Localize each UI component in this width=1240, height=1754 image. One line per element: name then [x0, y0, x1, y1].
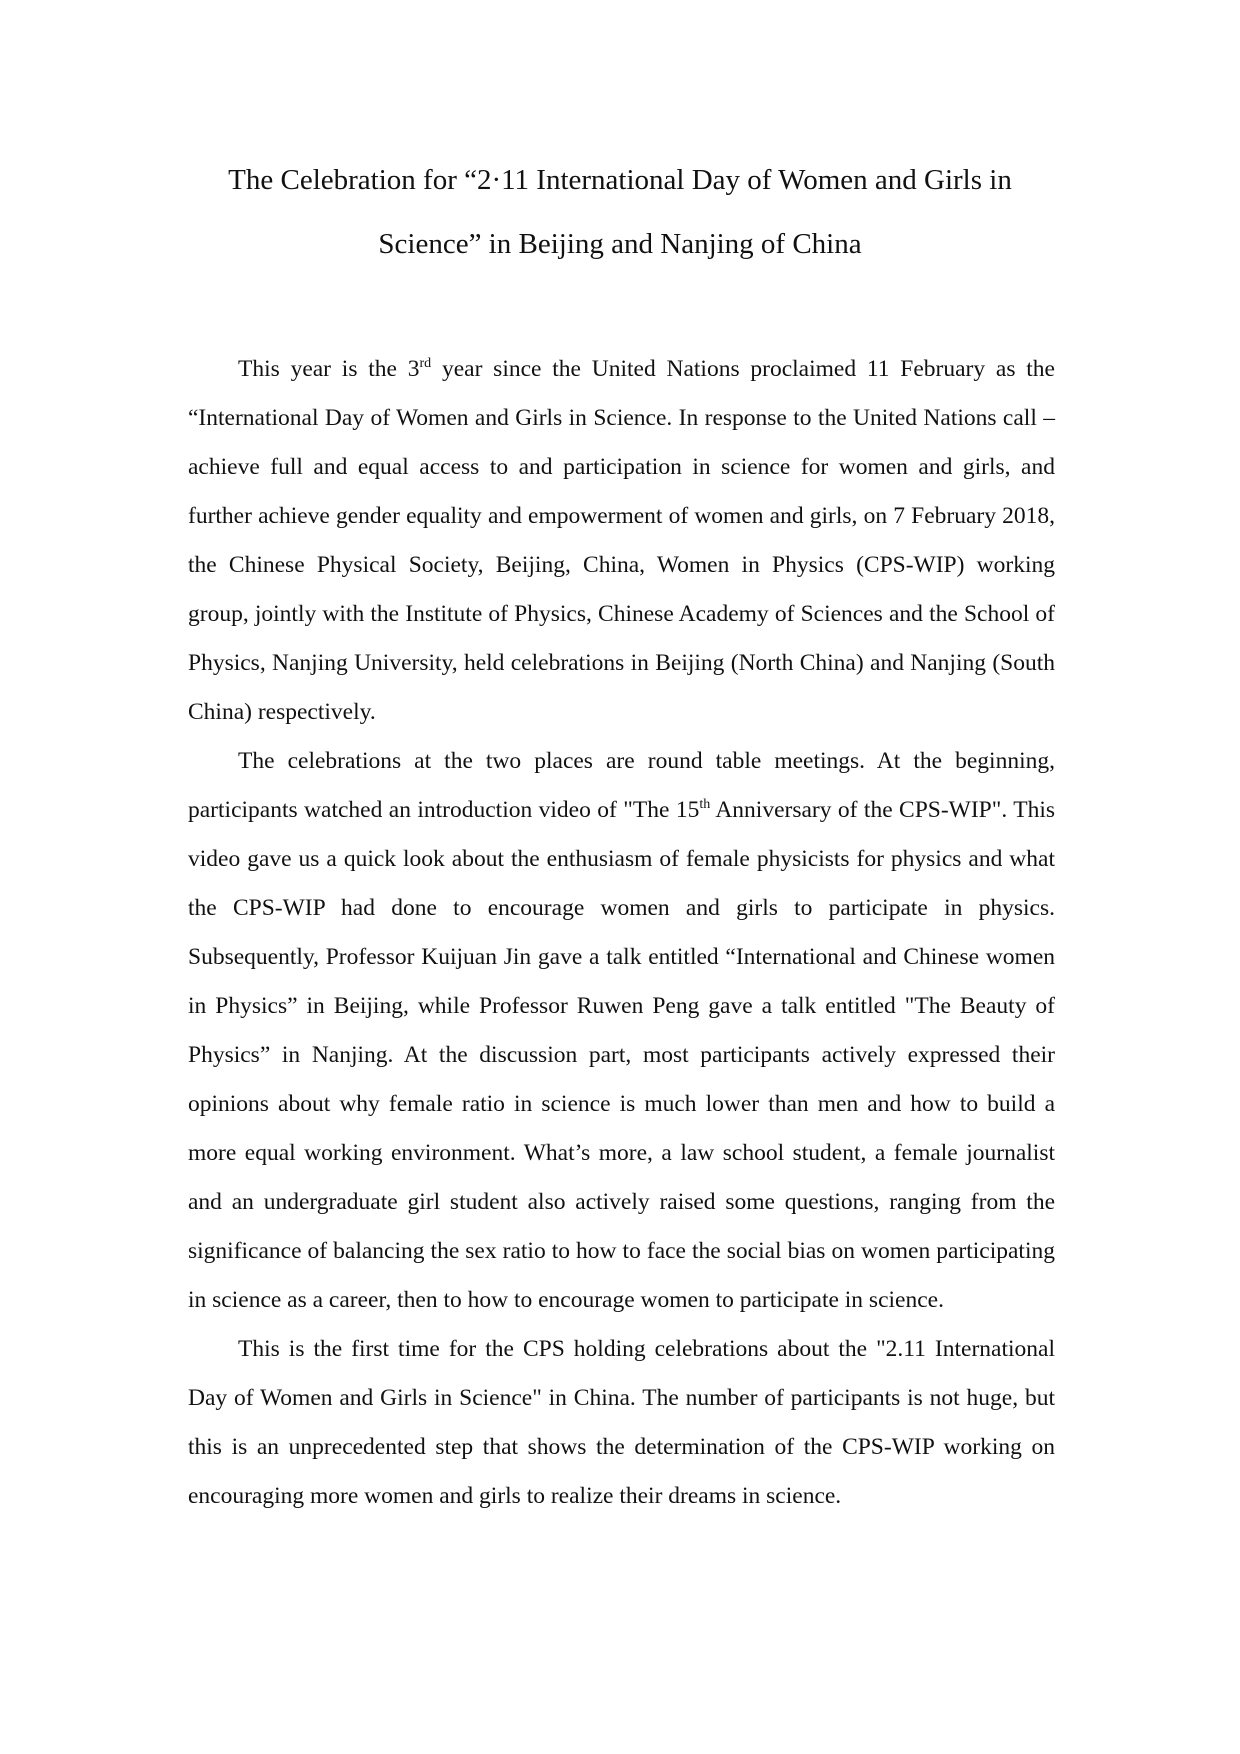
ordinal-superscript-rd: rd — [419, 356, 432, 372]
document-title — [120, 148, 1120, 276]
title-line-1: The Celebration for “2·11 International Day of Women and Girls in — [228, 164, 1012, 196]
document-body — [188, 345, 1055, 1521]
paragraph-3: This is the first time for the CPS holding celebrations about the "2.11 International Day of Women and Girls in Science" in China. The number of participants is not huge, but this is an unprecedented step that shows the determination of the CPS-WIP working on encouraging more women and girls to realize their dreams in science. — [188, 1336, 1055, 1509]
paragraph-2-rest: Anniversary of the CPS-WIP". This video gave us a quick look about the enthusiasm of female physicists for physics and what the CPS-WIP had done to encourage women and girls to participate in physics. Subsequently, Professor Kuijuan Jin gave a talk entitled “International and Chinese women in Physics” in Beijing, while Professor Ruwen Peng gave a talk entitled "The Beauty of Physics” in Nanjing. At the discussion part, most participants actively expressed their opinions about why female ratio in science is much lower than men and how to build a more equal working environment. What’s more, a law school student, a female journalist and an undergraduate girl student also actively raised some questions, ranging from the significance of balancing the sex ratio to how to face the social bias on women participating in science as a career, then to how to encourage women to participate in science. — [188, 797, 1055, 1313]
paragraph-1 — [188, 345, 1055, 737]
paragraph-1-start: This year is the 3 — [238, 356, 420, 382]
title-line-2: Science” in Beijing and Nanjing of China — [378, 228, 862, 260]
paragraph-2-start: The celebrations at the two places are round table meetings. At the beginning, participants watched an introduction video of "The 15 — [188, 748, 1055, 823]
paragraph-1-rest: year since the United Nations proclaimed 11 February as the “International Day of Women and Girls in Science. In response to the United Nations call – achieve full and equal access to and participation in science for women and girls, and further achieve gender equality and empowerment of women and girls, on 7 February 2018, the Chinese Physical Society, Beijing, China, Women in Physics (CPS-WIP) working group, jointly with the Institute of Physics, Chinese Academy of Sciences and the School of Physics, Nanjing University, held celebrations in Beijing (North China) and Nanjing (South China) respectively. — [188, 356, 1055, 725]
ordinal-superscript-th: th — [699, 797, 711, 813]
paragraph-2 — [188, 737, 1055, 1325]
